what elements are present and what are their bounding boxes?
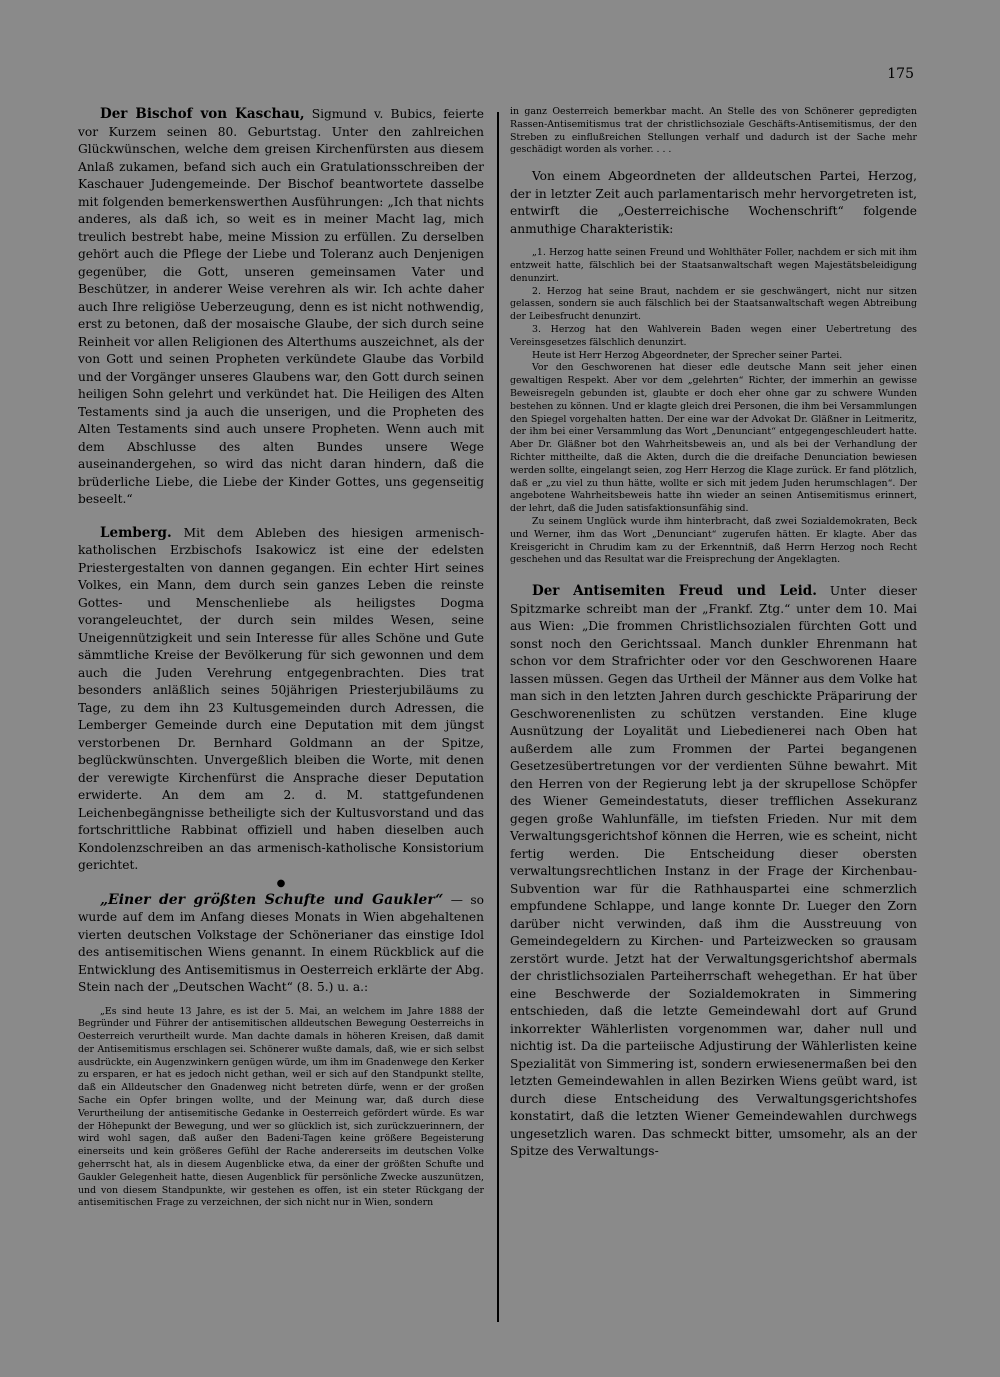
article-bischof-kaschau xyxy=(78,106,484,509)
article-text: Sigmund v. Bubics, feierte vor Kurzem seinen 80. Geburtstag. Unter den zahlreichen Glückwünschen, welche dem greisen Kirchenfürsten aus diesem Anlaß zukamen, befand sich auch ein Gratulationsschreiben der Kaschauer Judengemeinde. Der Bischof beantwortete dasselbe mit folgenden bemerkenswerthen Ausführungen: „Ich that nichts anderes, als daß ich, so weit es in meiner Macht lag, mich treulich bestrebt habe, meine Mission zu erfüllen. Zu derselben gehört auch die Pflege der Liebe und Toleranz auch Denjenigen gegenüber, die Gott, unseren gemeinsamen Vater und Beschützer, in anderer Weise verehren als wir. Ich achte daher auch Ihre religiöse Ueberzeugung, denn es ist nicht nothwendig, erst zu betonen, daß der mosaische Glaube, der sich durch seine Reinheit vor allen Religionen des Alterthums auszeichnet, als der von Gott und seinen Propheten verkündete Glaube das Vorbild und der Vorgänger unseres Glaubens war, den Gott durch seinen heiligen Sohn gelehrt und verkündet hat. Die Heiligen des Alten Testaments sind ja auch die unserigen, und die Propheten des Alten Testaments sind auch unsere Propheten. Wenn auch mit dem Abschlusse des alten Bundes unsere Wege auseinandergehen, so wird das nicht daran hindern, daß die brüderliche Liebe, die Liebe der Kinder Gottes, uns gegenseitig beseelt.“ xyxy=(78,107,484,506)
herzog-item-2: 2. Herzog hat seine Braut, nachdem er sie geschwängert, nicht nur sitzen gelassen, sondern sie auch fälschlich bei der Staatsanwaltschaft wegen Abtreibung der Leibesfrucht denunzirt. xyxy=(510,285,917,323)
article-text: — so wurde auf dem im Anfang dieses Monats in Wien abgehaltenen vierten deutschen Volkstage der Schönerianer das einstige Idol des antisemitischen Wiens genannt. In einem Rückblick auf die Entwicklung des Antisemitismus in Oesterreich erklärte der Abg. Stein nach der „Deutschen Wacht“ (8. 5.) u. a.: xyxy=(78,892,484,994)
column-divider xyxy=(497,112,499,1322)
article-text: Unter dieser Spitzmarke schreibt man der „Frankf. Ztg.“ unter dem 10. Mai aus Wien: „Die frommen Christlichsozialen fürchten Gott und sonst noch den Gerichtssaal. Manch dunkler Ehrenmann hat schon vor dem Strafrichter oder vor den Geschworenen Haare lassen müssen. Gegen das Urtheil der Männer aus dem Volke hat man sich in den letzten Jahren durch geschickte Präparirung der Geschworenenlisten zu schützen verstanden. Eine kluge Ausnützung der Loyalität und Liebedienerei nach Oben hat außerdem alle zum Frommen der Partei begangenen Gesetzesübertretungen vor der verdienten Sühne bewahrt. Mit den Herren von der Regierung lebt ja der skrupellose Schöpfer des Wiener Gemeindestatuts, dieser trefflichen Assekuranz gegen große Wahlunfälle, im tiefsten Frieden. Nur mit dem Verwaltungsgerichtshof können die Herren, wie es scheint, nicht fertig werden. Die Entscheidung dieser obersten verwaltungsrechtlichen Instanz in der Frage der Kirchenbau-Subvention war für die Rathhauspartei eine schmerzlich empfundene Schlappe, und lange konnte Dr. Lueger den Zorn darüber nicht verwinden, daß ihm die Ausstreuung von Gemeindegeldern zu Kirchen- und Parteizwecken so grausam zerstört wurde. Jetzt hat der Verwaltungsgerichtshof abermals der christlichsozialen Parteiherrschaft wehegethan. Er hat über eine Beschwerde der Sozialdemokraten in Simmering entschieden, daß die letzte Gemeindewahl dort auf Grund inkorrekter Wählerlisten vorgenommen war, daher null und nichtig ist. Da die parteiische Adjustirung der Wählerlisten keine Spezialität von Simmering ist, sondern erwiesenermaßen bei den letzten Gemeindewahlen in allen Bezirken Wiens geübt ward, ist durch diese Entscheidung des Verwaltungsgerichtshofes konstatirt, daß die letzten Wiener Gemeindewahlen durchwegs ungesetzlich waren. Das schmeckt bitter, umsomehr, als an der Spitze des Verwaltungs- xyxy=(510,584,917,1159)
herzog-item-1: „1. Herzog hatte seinen Freund und Wohlthäter Foller, nachdem er sich mit ihm entzweit hatte, fälschlich bei der Staatsanwaltschaft wegen Majestätsbeleidigung denunzirt. xyxy=(510,247,917,284)
quote-stein: „Es sind heute 13 Jahre, es ist der 5. Mai, an welchem im Jahre 1888 der Begründer und Führer der antisemitischen alldeutschen Bewegung Oesterreichs in Oesterreich verurtheilt wurde. Man dachte damals in höheren Kreisen, daß damit der Antisemitismus erschlagen sei. Schönerer wußte damals, daß, wie er sich selbst ausdrückte, ein Augenzwinkern genügen würde, um ihm im Gnadenwege den Kerker zu ersparen, er hat es jedoch nicht gethan, weil er sich auf den Standpunkt stellte, daß ein Alldeutscher den Gnadenweg nicht betreten dürfe, wenn er der großen Sache ein Opfer bringen wollte, und der Meinung war, daß durch diese Verurtheilung der antisemitische Gedanke in Oesterreich gefördert würde. Es war der Höhepunkt der Bewegung, und wer so glücklich ist, sich zurückzuerinnern, der wird wohl sagen, daß außer den Badeni-Tagen keine größere Begeisterung einerseits und kein größeres Gefühl der Rache andererseits im deutschen Volke geherrscht hat, als in diesem Augenblicke etwa, da einer der größten Schufte und Gaukler Gelegenheit hatte, diesen Augenblick für persönliche Zwecke auszunützen, und von diesem Standpunkte, wir gestehen es offen, ist ein steter Rückgang der antisemitischen Frage zu verzeichnen, der sich nicht nur in Wien, sondern xyxy=(78,1005,484,1209)
article-text: Mit dem Ableben des hiesigen armenisch-katholischen Erzbischofs Isakowicz ist eine der edelsten Priestergestalten von dannen gegangen. Ein echter Hirt seines Volkes, ein Mann, dem durch sein ganzes Leben die reinste Gottes- und Menschenliebe als heiligstes Dogma vorangeleuchtet, der durch sein mildes Wesen, seine Uneigennützigkeit und sein Interesse für alles Schöne und Gute sämmtliche Kreise der Bevölkerung für sich gewonnen und dem auch die Juden Verehrung entgegenbrachten. Dies trat besonders anläßlich seines 50jährigen Priesterjubiläums zu Tage, zu dem ihn 23 Kultusgemeinden durch Adressen, die Lemberger Gemeinde durch eine Deputation mit dem jüngst verstorbenen Dr. Bernhard Goldmann an der Spitze, beglückwünschten. Unvergeßlich bleiben die Worte, mit denen der verewigte Kirchenfürst die Ansprache dieser Deputation erwiderte. An dem am 2. d. M. stattgefundenen Leichenbegängnisse betheiligte sich der Kultusvorstand und das fortschrittliche Rabbinat offiziell und haben dieselben auch Kondolenzschreiben an das armenisch-katholische Konsistorium gerichtet. xyxy=(78,525,484,872)
article-lemberg xyxy=(78,525,484,875)
article-heading: „Einer der größten Schufte und Gaukler“ xyxy=(100,891,444,908)
article-heading: Der Bischof von Kaschau, xyxy=(100,106,305,122)
page-number: 175 xyxy=(887,66,914,82)
quote-stein-continued: in ganz Oesterreich bemerkbar macht. An Stelle des von Schönerer gepredigten Rassen-Antisemitismus trat der christlichsoziale Geschäfts-Antisemitismus, der den Streben zu einflußreichen Stellungen verhalf und dadurch ist der Sache mehr geschädigt worden als vorher. . . . xyxy=(510,106,917,156)
section-bullet: ● xyxy=(276,877,286,889)
article-antisemiten-freud-leid xyxy=(510,583,917,1161)
article-heading: Der Antisemiten Freud und Leid. xyxy=(532,583,817,600)
intro-herzog: Von einem Abgeordneten der alldeutschen Partei, Herzog, der in letzter Zeit auch parlamentarisch mehr hervorgetreten ist, entwirft die „Oesterreichische Wochenschrift“ folgende anmuthige Charakteristik: xyxy=(510,169,917,236)
herzog-item-6: Zu seinem Unglück wurde ihm hinterbracht, daß zwei Sozialdemokraten, Beck und Werner, ihm das Wort „Denunciant“ zugerufen hätten. Er klagte. Aber das Kreisgericht in Chrudim kam zu der Erkenntniß, daß Herrn Herzog noch Recht geschehen und das Resultat war die Freisprechung der Angeklagten. xyxy=(510,515,917,566)
article-schufte-gaukler xyxy=(78,892,484,997)
left-column xyxy=(78,106,484,1210)
right-column xyxy=(510,106,917,1161)
herzog-item-4: Heute ist Herr Herzog Abgeordneter, der Sprecher seiner Partei. xyxy=(532,349,843,361)
herzog-item-5: Vor den Geschworenen hat dieser edle deutsche Mann seit jeher einen gewaltigen Respekt. Aber vor dem „gelehrten“ Richter, der immerhin an gewisse Beweisregeln gebunden ist, glaubte er doch eher ohne gar zu schwere Wunden bestehen zu können. Und er klagte gleich drei Personen, die ihm bei Versammlungen den Spiegel vorgehalten hatten. Der eine war der Advokat Dr. Gläßner in Leitmeritz, der ihm bei einer Versammlung das Wort „Denunciant“ entgegengeschleudert hatte. Aber Dr. Gläßner bot den Wahrheitsbeweis an, und als bei der Verhandlung der Richter mittheilte, daß die Akten, durch die die dreifache Denunciation bewiesen werden sollte, eingelangt seien, zog Herr Herzog die Klage zurück. Er fand plötzlich, daß er „zu viel zu thun hätte, wollte er sich mit jedem Juden herumschlagen“. Der angebotene Wahrheitsbeweis hatte ihn wieder an seinen Antisemitismus erinnert, der lehrt, daß die Juden satisfaktionsunfähig sind. xyxy=(510,362,917,515)
article-heading: Lemberg. xyxy=(100,524,172,541)
herzog-item-3: 3. Herzog hat den Wahlverein Baden wegen einer Uebertretung des Vereinsgesetzes fälschlich denunzirt. xyxy=(510,323,917,348)
